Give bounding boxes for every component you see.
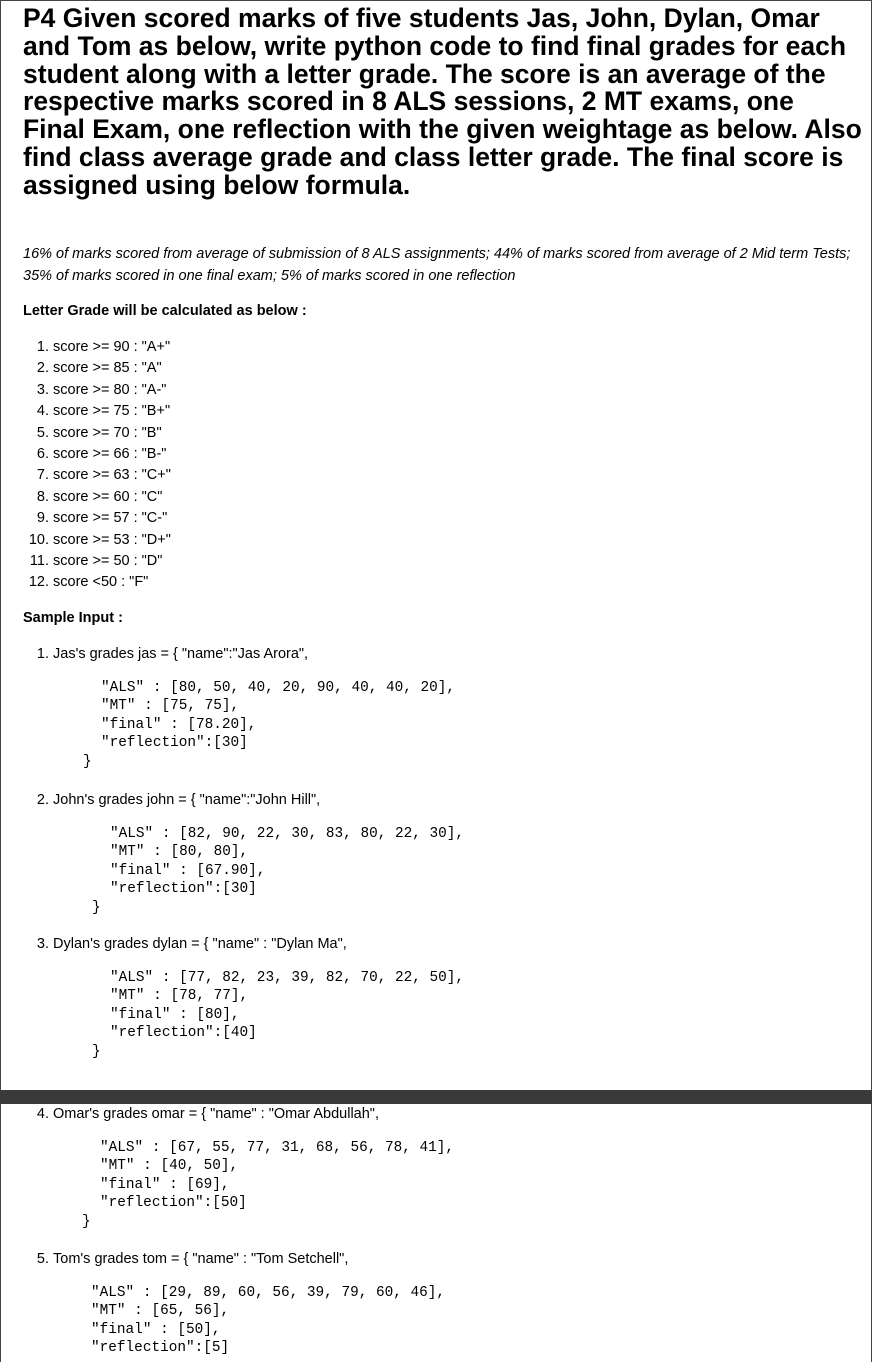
grade-rule: 4. score >= 75 : "B+" (36, 403, 171, 420)
student-john-close-brace: } (92, 900, 101, 916)
student-john-line: 2. John's grades john = { "name":"John Hill", (36, 792, 321, 808)
weightage-description: 16% of marks scored from average of submission of 8 ALS assignments; 44% of marks scored from average of 2 Mid term Tests; 35% of marks scored in one final exam; 5% of marks scored in one reflection (23, 246, 851, 284)
grade-rule: 3. score >= 80 : "A-" (36, 381, 167, 398)
student-jas-line: 1. Jas's grades jas = { "name":"Jas Arora", (36, 646, 309, 662)
grade-rule: 6. score >= 66 : "B-" (36, 445, 167, 462)
grade-rule: 5. score >= 70 : "B" (36, 424, 162, 441)
letter-grade-heading: Letter Grade will be calculated as below : (23, 303, 307, 319)
student-jas-code: "ALS" : [80, 50, 40, 20, 90, 40, 40, 20], "MT" : [75, 75], "final" : [78.20], "reflection":[30] (101, 680, 456, 752)
student-dylan-code: "ALS" : [77, 82, 23, 39, 82, 70, 22, 50], "MT" : [78, 77], "final" : [80], "reflection":[40] (110, 970, 465, 1042)
student-omar-close-brace: } (82, 1214, 91, 1230)
student-jas-close-brace: } (83, 754, 92, 770)
grade-rule: 11. score >= 50 : "D" (29, 552, 163, 569)
grade-rule: 10. score >= 53 : "D+" (28, 531, 171, 548)
sample-input-heading: Sample Input : (23, 610, 123, 626)
problem-title: P4 Given scored marks of five students Jas, John, Dylan, Omar and Tom as below, write python code to find final grades for each student along with a letter grade. The score is an average of the respective marks scored in 8 ALS sessions, 2 MT exams, one Final Exam, one reflection with the given weightage as below. Also find class average grade and class letter grade. The final score is assigned using below formula. (23, 3, 862, 200)
grade-rule: 9. score >= 57 : "C-" (36, 510, 168, 527)
grade-rule: 12. score <50 : "F" (28, 574, 149, 591)
grade-rule: 7. score >= 63 : "C+" (36, 467, 171, 484)
document-page-2 (0, 1104, 872, 1362)
student-omar-code: "ALS" : [67, 55, 77, 31, 68, 56, 78, 41], "MT" : [40, 50], "final" : [69], "reflection":[50] (100, 1140, 455, 1212)
student-john-code: "ALS" : [82, 90, 22, 30, 83, 80, 22, 30], "MT" : [80, 80], "final" : [67.90], "reflection":[30] (110, 826, 465, 898)
student-tom-code: "ALS" : [29, 89, 60, 56, 39, 79, 60, 46], "MT" : [65, 56], "final" : [50], "reflection":[5] (91, 1285, 446, 1357)
student-dylan-close-brace: } (92, 1044, 101, 1060)
student-tom-line: 5. Tom's grades tom = { "name" : "Tom Setchell", (36, 1251, 349, 1267)
grade-rule: 8. score >= 60 : "C" (36, 488, 163, 505)
grade-rules-list (23, 337, 171, 594)
student-dylan-line: 3. Dylan's grades dylan = { "name" : "Dylan Ma", (36, 936, 347, 952)
student-omar-line: 4. Omar's grades omar = { "name" : "Omar Abdullah", (36, 1106, 379, 1122)
grade-rule: 2. score >= 85 : "A" (36, 360, 162, 377)
grade-rule: 1. score >= 90 : "A+" (36, 339, 171, 355)
